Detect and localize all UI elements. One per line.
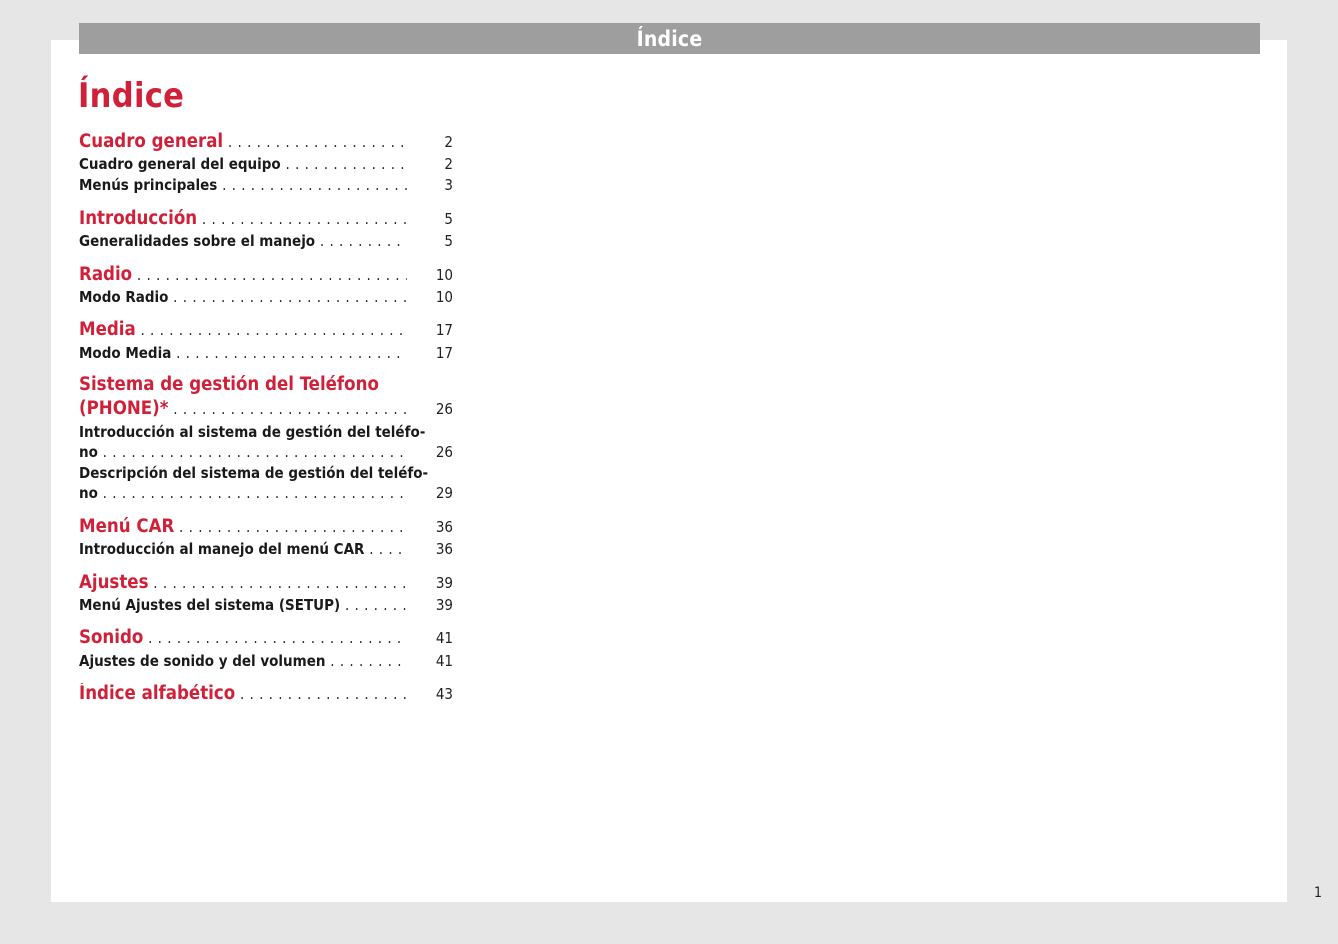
toc-page-number: 10 <box>435 266 453 284</box>
toc-page-number: 39 <box>435 574 453 592</box>
toc-entry-label: Modo Radio . . . <box>79 287 407 307</box>
toc-item-ajustes-sistema[interactable] <box>79 595 453 615</box>
toc-entry-label: Media . . . <box>79 319 407 341</box>
toc-page-number: 5 <box>444 210 453 228</box>
header-band: Índice <box>79 23 1260 54</box>
toc-page-number: 26 <box>435 400 453 418</box>
toc-entry-label: Radio . . . <box>79 264 407 286</box>
toc-entry-label: no . . . <box>79 483 407 503</box>
toc-item-cuadro-general-equipo[interactable] <box>79 154 453 174</box>
toc-entry-label: Modo Media . . . <box>79 343 407 363</box>
toc-entry-label: Generalidades sobre el manejo . . . <box>79 231 407 251</box>
page-number: 1 <box>1313 885 1322 901</box>
toc-section-menu-car[interactable] <box>79 516 453 538</box>
toc-page-number: 17 <box>435 321 453 339</box>
toc-item-descripcion-telefono[interactable] <box>79 463 453 503</box>
toc-entry-label: Menú CAR . . . <box>79 516 407 538</box>
toc-section-cuadro-general[interactable] <box>79 131 453 153</box>
toc-page-number: 5 <box>444 232 453 250</box>
toc-entry-label: Ajustes . . . <box>79 572 407 594</box>
toc-item-introduccion-telefono[interactable] <box>79 422 453 462</box>
toc-section-indice-alfabetico[interactable] <box>79 683 453 705</box>
toc-page-number: 29 <box>435 484 453 502</box>
toc-section-ajustes[interactable] <box>79 572 453 594</box>
toc-entry-label: Cuadro general . . . <box>79 131 407 153</box>
toc-entry-label: Menús principales . . . <box>79 175 407 195</box>
toc-entry-label: Cuadro general del equipo . . . <box>79 154 407 174</box>
toc-section-sistema-telefono[interactable] <box>79 374 453 420</box>
toc-page-number: 2 <box>444 155 453 173</box>
toc-entry-label: no . . . <box>79 442 407 462</box>
toc-section-radio[interactable] <box>79 264 453 286</box>
toc-page-number: 41 <box>435 652 453 670</box>
toc-entry-label: Sonido . . . <box>79 627 407 649</box>
toc-page-number: 17 <box>435 344 453 362</box>
toc-page-number: 2 <box>444 133 453 151</box>
toc-section-introduccion[interactable] <box>79 208 453 230</box>
toc-entry-label: Introducción . . . <box>79 208 407 230</box>
toc-section-sonido[interactable] <box>79 627 453 649</box>
toc-page-number: 39 <box>435 596 453 614</box>
toc-page-number: 36 <box>435 540 453 558</box>
page-title: Índice <box>78 76 185 116</box>
toc-item-ajustes-sonido-volumen[interactable] <box>79 651 453 671</box>
toc-entry-label: Menú Ajustes del sistema (SETUP) . . . <box>79 595 407 615</box>
toc-entry-label-line1: Descripción del sistema de gestión del teléfo- <box>79 464 429 482</box>
toc-page-number: 10 <box>435 288 453 306</box>
toc-page-number: 3 <box>444 176 453 194</box>
toc-item-modo-radio[interactable] <box>79 287 453 307</box>
toc-entry-label: (PHONE)* . . . <box>79 398 407 420</box>
toc-page-number: 43 <box>435 685 453 703</box>
toc-item-generalidades-manejo[interactable] <box>79 231 453 251</box>
toc-entry-label: Índice alfabético . . . <box>79 683 407 705</box>
toc-entry-label: Ajustes de sonido y del volumen . . . <box>79 651 407 671</box>
toc-section-media[interactable] <box>79 319 453 341</box>
toc-item-menus-principales[interactable] <box>79 175 453 195</box>
toc-entry-label-line1: Introducción al sistema de gestión del teléfo- <box>79 423 426 441</box>
toc-item-manejo-menu-car[interactable] <box>79 539 453 559</box>
toc-page-number: 36 <box>435 518 453 536</box>
toc-page-number: 26 <box>435 443 453 461</box>
toc-entry-label-line1: Sistema de gestión del Teléfono <box>79 374 379 395</box>
toc-entry-label: Introducción al manejo del menú CAR . . . <box>79 539 407 559</box>
toc-page-number: 41 <box>435 629 453 647</box>
toc-item-modo-media[interactable] <box>79 343 453 363</box>
